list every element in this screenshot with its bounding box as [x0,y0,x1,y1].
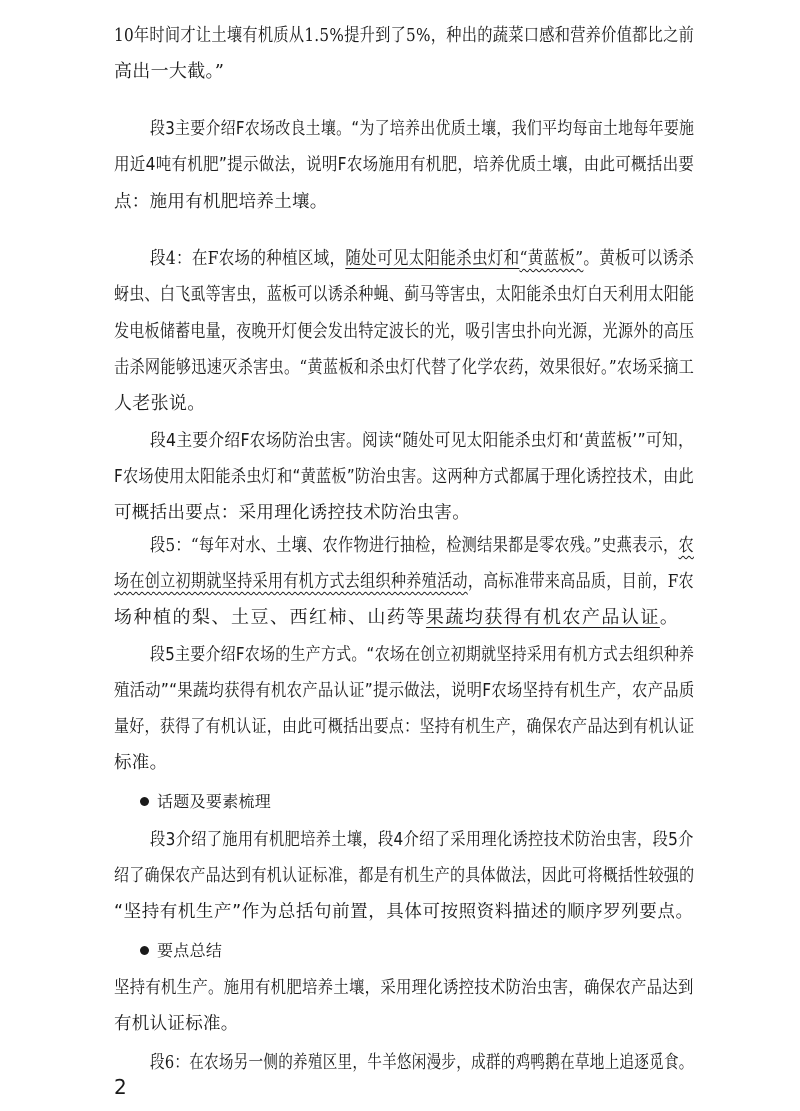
text-run: ，高标准带来高品质，目前，F农 [467,571,694,592]
heading-text: 话题及要素梳理 [157,792,272,811]
page-number: 2 [114,1075,127,1099]
text-line: 用近4吨有机肥”提示做法，说明F农场施用有机肥，培养优质土壤，由此可概括出要 [114,155,695,175]
text-line: 段3介绍了施用有机肥培养土壤，段4介绍了采用理化诱控技术防治虫害，段5介 [150,830,694,850]
bullet-dot-icon [140,946,149,955]
text-line: 有机认证标准。 [114,1014,239,1034]
text-line: 绍了确保农产品达到有机认证标准，都是有机生产的具体做法，因此可将概括性较强的 [114,866,695,886]
text-line: 高出一大截。” [114,61,225,82]
text-run: 场种植的梨、土豆、西红柿、山药等 [114,607,426,628]
text-line: 段3主要介绍F农场改良土壤。“为了培养出优质土壤，我们平均每亩土地每年要施 [150,119,695,139]
text-line: 10年时间才让土壤有机质从1.5%提升到了5%，种出的蔬菜口感和营养价值都比之前 [114,25,695,46]
text-run: 。黄板可以诱杀 [583,248,695,269]
wavy-underlined-text: “黄蓝板” [519,248,584,269]
text-line: 标准。 [114,753,168,773]
text-line [114,600,679,636]
text-line: 坚持有机生产。施用有机肥培养土壤，采用理化诱控技术防治虫害，确保农产品达到 [114,978,694,998]
bullet-dot-icon [140,797,149,806]
heading-text: 要点总结 [157,941,223,960]
text-line: “坚持有机生产”作为总括句前置，具体可按照资料描述的顺序罗列要点。 [114,902,694,922]
text-line: 击杀网能够迅速灭杀害虫。“黄蓝板和杀虫灯代替了化学农药，效果很好。”农场采摘工 [114,357,695,378]
text-line: 蚜虫、白飞虱等害虫，蓝板可以诱杀种蝇、蓟马等害虫，太阳能杀虫灯白天利用太阳能 [114,284,695,305]
text-line: 段5主要介绍F农场的生产方式。“农场在创立初期就坚持采用有机方式去组织种养 [150,645,695,665]
underlined-text: 随处可见太阳能杀虫灯和 [345,248,520,269]
text-line: 段6：在农场另一侧的养殖区里，牛羊悠闲漫步，成群的鸡鸭鹅在草地上追逐觅食。 [150,1052,694,1073]
text-line: 殖活动”“果蔬均获得有机农产品认证”提示做法，说明F农场坚持有机生产，农产品质 [114,681,695,701]
text-line: 人老张说。 [114,393,206,414]
wavy-underlined-text: 农 [678,535,694,556]
text-line [150,241,694,277]
text-line: 可概括出要点：采用理化诱控技术防治虫害。 [114,503,470,523]
text-run: 。 [659,607,680,628]
underlined-text: 果蔬均获得有机农产品认证 [425,607,660,628]
text-line: F农场使用太阳能杀虫灯和“黄蓝板”防治虫害。这两种方式都属于理化诱控技术，由此 [114,467,694,487]
text-run: 段5：“每年对水、土壤、农作物进行抽检，检测结果都是零农残。”史燕表示， [150,535,679,556]
wavy-underlined-text: 场在创立初期就坚持采用有机方式去组织种养殖活动 [114,571,468,592]
text-line: 点：施用有机肥培养土壤。 [114,192,328,212]
text-line: 量好，获得了有机认证，由此可概括出要点：坚持有机生产，确保农产品达到有机认证 [114,717,695,737]
text-run: 段4：在F农场的种植区域， [150,248,346,269]
text-line: 段4主要介绍F农场防治虫害。阅读“随处可见太阳能杀虫灯和‘黄蓝板’”可知， [150,431,695,451]
text-line: 发电板储蓄电量，夜晚开灯便会发出特定波长的光，吸引害虫扑向光源，光源外的高压 [114,321,695,342]
text-line [114,564,694,600]
text-line [150,528,694,564]
